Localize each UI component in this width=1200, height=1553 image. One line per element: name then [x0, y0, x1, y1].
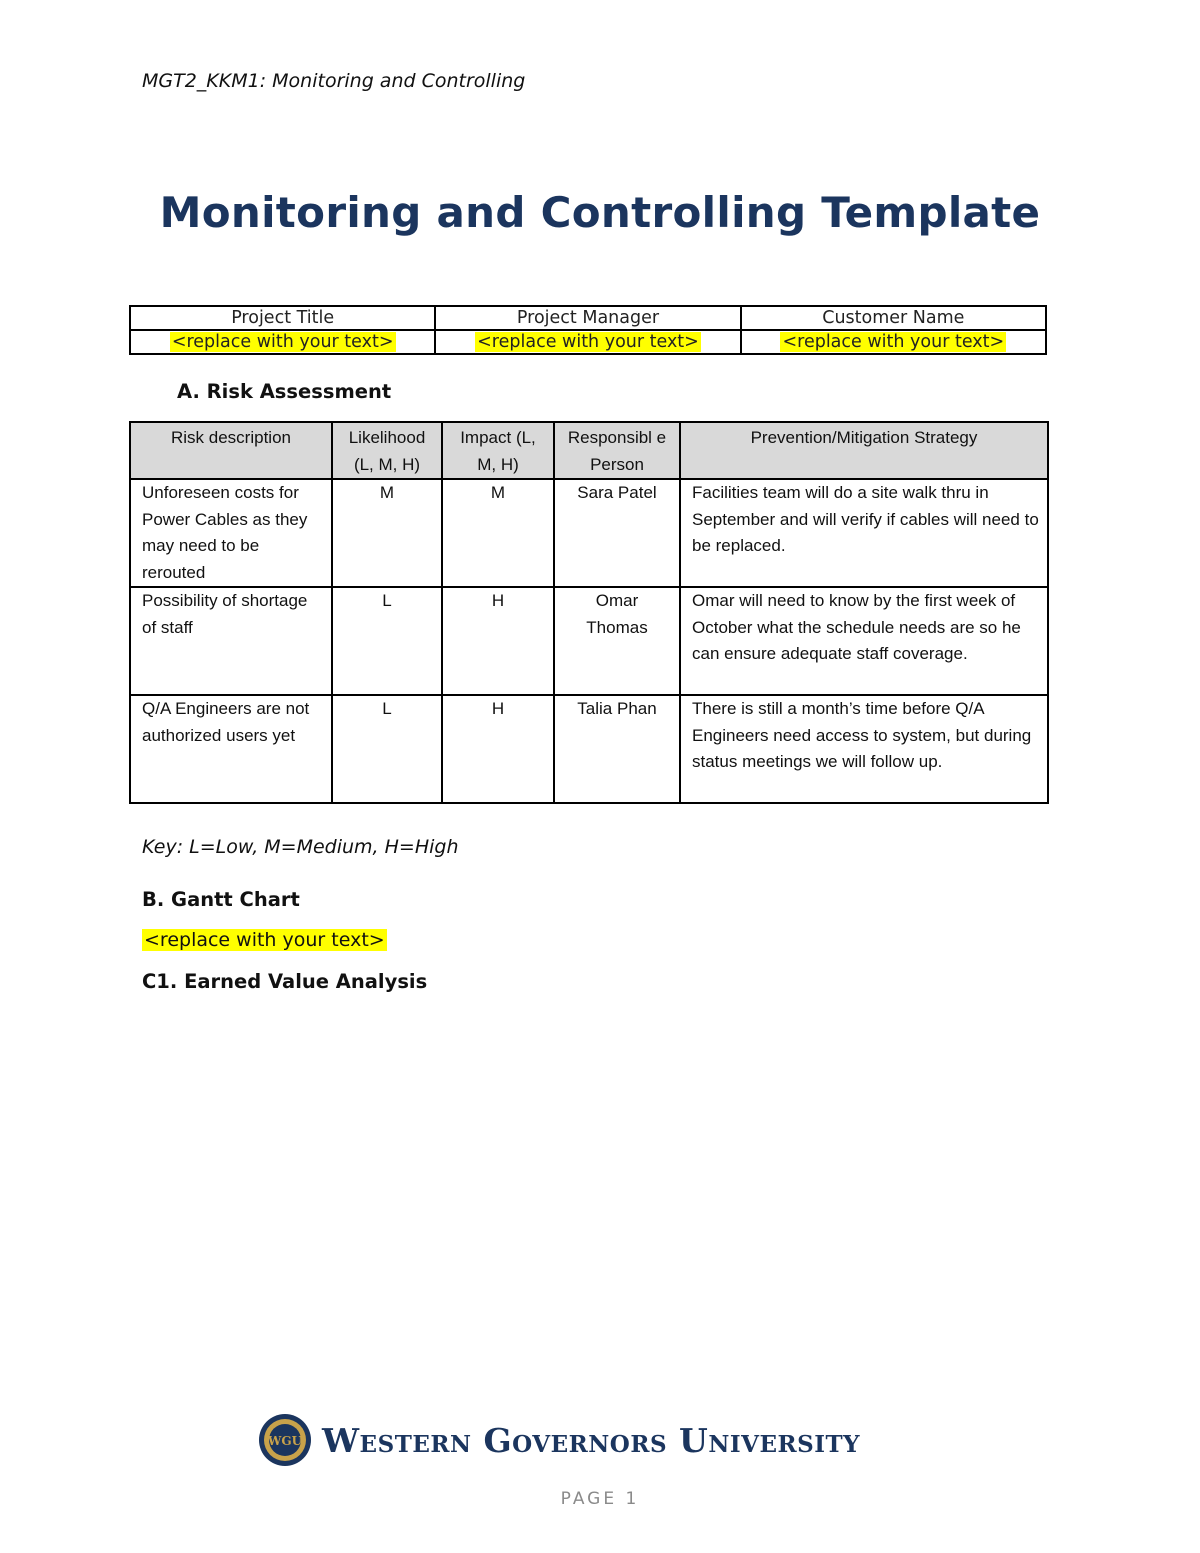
table-row [130, 587, 1048, 695]
earned-value-heading: C1. Earned Value Analysis [142, 970, 428, 993]
gantt-chart-placeholder[interactable] [142, 929, 387, 951]
customer-name-label: Customer Name [741, 306, 1046, 330]
project-title-value[interactable]: <replace with your text> [171, 332, 394, 352]
mitigation-strategy-header: Prevention/Mitigation Strategy [680, 422, 1048, 479]
university-logo [258, 1412, 860, 1468]
project-title-cell[interactable] [130, 330, 435, 354]
page-number: PAGE 1 [560, 1489, 640, 1509]
mitigation-strategy-cell: Omar will need to know by the first week of October what the schedule needs are so he can ensure adequate staff coverage. [680, 587, 1048, 695]
mitigation-strategy-cell: There is still a month’s time before Q/A Engineers need access to system, but during status meetings we will follow up. [680, 695, 1048, 803]
risk-description-cell: Q/A Engineers are not authorized users yet [130, 695, 332, 803]
risk-assessment-heading: A. Risk Assessment [177, 380, 392, 403]
university-seal-icon [258, 1413, 312, 1467]
responsible-person-cell: Omar Thomas [554, 587, 680, 695]
likelihood-cell: M [332, 479, 442, 587]
risk-key: Key: L=Low, M=Medium, H=High [142, 836, 459, 858]
impact-cell: M [442, 479, 554, 587]
project-manager-label: Project Manager [435, 306, 740, 330]
risk-description-cell: Possibility of shortage of staff [130, 587, 332, 695]
info-header-row [130, 306, 1046, 330]
likelihood-cell: L [332, 587, 442, 695]
project-manager-cell[interactable] [435, 330, 740, 354]
impact-cell: H [442, 587, 554, 695]
gantt-chart-heading: B. Gantt Chart [142, 888, 300, 911]
seal-text: WGU [267, 1434, 303, 1448]
table-row [130, 479, 1048, 587]
impact-cell: H [442, 695, 554, 803]
customer-name-cell[interactable] [741, 330, 1046, 354]
university-name: Western Governors University [322, 1420, 861, 1460]
impact-header: Impact (L, M, H) [442, 422, 554, 479]
mitigation-strategy-cell: Facilities team will do a site walk thru in September and will verify if cables will need to be replaced. [680, 479, 1048, 587]
page-title: Monitoring and Controlling Template [159, 188, 1041, 237]
likelihood-cell: L [332, 695, 442, 803]
gantt-placeholder-text[interactable]: <replace with your text> [144, 929, 385, 951]
responsible-person-cell: Talia Phan [554, 695, 680, 803]
risk-header-row [130, 422, 1048, 479]
table-row [130, 695, 1048, 803]
likelihood-header: Likelihood (L, M, H) [332, 422, 442, 479]
project-manager-value[interactable]: <replace with your text> [477, 332, 699, 352]
project-info-table [129, 305, 1047, 355]
risk-description-cell: Unforeseen costs for Power Cables as they may need to be rerouted [130, 479, 332, 587]
customer-name-value[interactable]: <replace with your text> [782, 332, 1005, 352]
responsible-person-header: Responsibl e Person [554, 422, 680, 479]
risk-description-header: Risk description [130, 422, 332, 479]
info-value-row [130, 330, 1046, 354]
risk-assessment-table [129, 421, 1049, 804]
responsible-person-cell: Sara Patel [554, 479, 680, 587]
document-header: MGT2_KKM1: Monitoring and Controlling [142, 70, 526, 92]
project-title-label: Project Title [130, 306, 435, 330]
